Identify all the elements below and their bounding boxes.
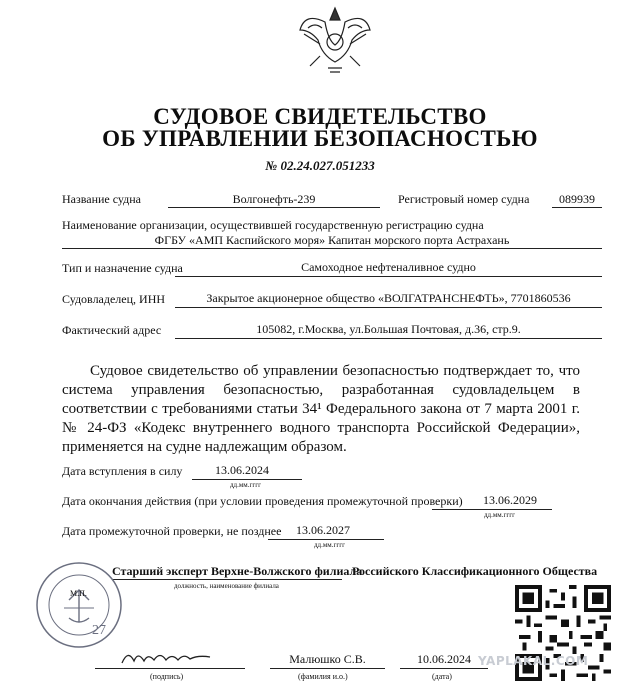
interim-date-underline — [268, 539, 384, 540]
type-value: Самоходное нефтеналивное судно — [301, 260, 476, 274]
effective-date-value: 13.06.2024 — [215, 463, 269, 477]
expiry-date-underline — [432, 509, 552, 510]
reg-number-value: 089939 — [559, 192, 595, 206]
ship-name-value: Волгонефть-239 — [232, 192, 316, 206]
signatory-name: Малюшко С.В. — [289, 652, 366, 666]
signature-underline — [95, 668, 245, 669]
certificate-body — [62, 362, 580, 457]
signatory-position-hint: должность, наименование филиала — [174, 582, 279, 590]
handwritten-signature — [118, 645, 218, 669]
org-underline — [62, 248, 602, 249]
svg-text:27: 27 — [92, 623, 106, 638]
owner-label: Судовладелец, ИНН — [62, 292, 166, 306]
org-label: Наименование организации, осуществившей государственную регистрацию судна — [62, 218, 484, 232]
org-value: ФГБУ «АМП Каспийского моря» Капитан морского порта Астрахань — [154, 233, 510, 247]
effective-date-label: Дата вступления в силу — [62, 464, 183, 478]
expiry-date-format-hint: дд.мм.гггг — [484, 511, 515, 519]
certificate-title-line1: СУДОВОЕ СВИДЕТЕЛЬСТВО — [153, 104, 487, 129]
reg-number-underline — [552, 207, 602, 208]
certificate-title-line2: ОБ УПРАВЛЕНИИ БЕЗОПАСНОСТЬЮ — [102, 126, 538, 151]
effective-date-format-hint: дд.мм.гггг — [230, 481, 261, 489]
interim-date-label: Дата промежуточной проверки, не позднее — [62, 524, 282, 538]
sign-date: 10.06.2024 — [417, 652, 471, 666]
stamp-label: М.П. — [70, 589, 87, 598]
signature-hint: (подпись) — [150, 672, 184, 681]
address-underline — [175, 338, 602, 339]
body-text: Судовое свидетельство об управлении безопасностью подтверждает то, что система управления безопасностью, разработанная судовладельцем в соответствии с требованиями статьи 34¹ Федерального закона от 7 марта 2001 г. № 24-ФЗ «Кодекс внутреннего водного транспорта Российской Федерации», применяется на судне надлежащим образом. — [62, 363, 580, 455]
signatory-organization: Российского Классификационного Общества — [352, 564, 598, 578]
ship-name-label: Название судна — [62, 192, 142, 206]
interim-date-value: 13.06.2027 — [296, 523, 350, 537]
owner-underline — [175, 307, 602, 308]
address-label: Фактический адрес — [62, 323, 162, 337]
address-value: 105082, г.Москва, ул.Большая Почтовая, д.36, стр.9. — [256, 322, 521, 336]
signatory-name-hint: (фамилия и.о.) — [298, 672, 348, 681]
effective-date-underline — [192, 479, 302, 480]
sign-date-hint: (дата) — [432, 672, 452, 681]
site-watermark: YAPLAKAL.COM — [478, 654, 589, 668]
type-label: Тип и назначение судна — [62, 261, 183, 275]
ship-name-underline — [168, 207, 380, 208]
sign-date-underline — [400, 668, 488, 669]
interim-date-format-hint: дд.мм.гггг — [314, 541, 345, 549]
signatory-name-underline — [270, 668, 385, 669]
signatory-position: Старший эксперт Верхне-Волжского филиала — [112, 564, 363, 578]
type-underline — [175, 276, 602, 277]
expiry-date-label: Дата окончания действия (при условии проведения промежуточной проверки) — [62, 494, 463, 508]
owner-value: Закрытое акционерное общество «ВОЛГАТРАНСНЕФТЬ», 7701860536 — [206, 291, 571, 305]
expiry-date-value: 13.06.2029 — [483, 493, 537, 507]
signatory-position-underline — [112, 579, 342, 580]
certificate-number: № 02.24.027.051233 — [265, 158, 375, 173]
coat-of-arms-emblem — [290, 0, 380, 78]
round-seal-stamp — [34, 560, 124, 650]
reg-number-label: Регистровый номер судна — [398, 192, 530, 206]
